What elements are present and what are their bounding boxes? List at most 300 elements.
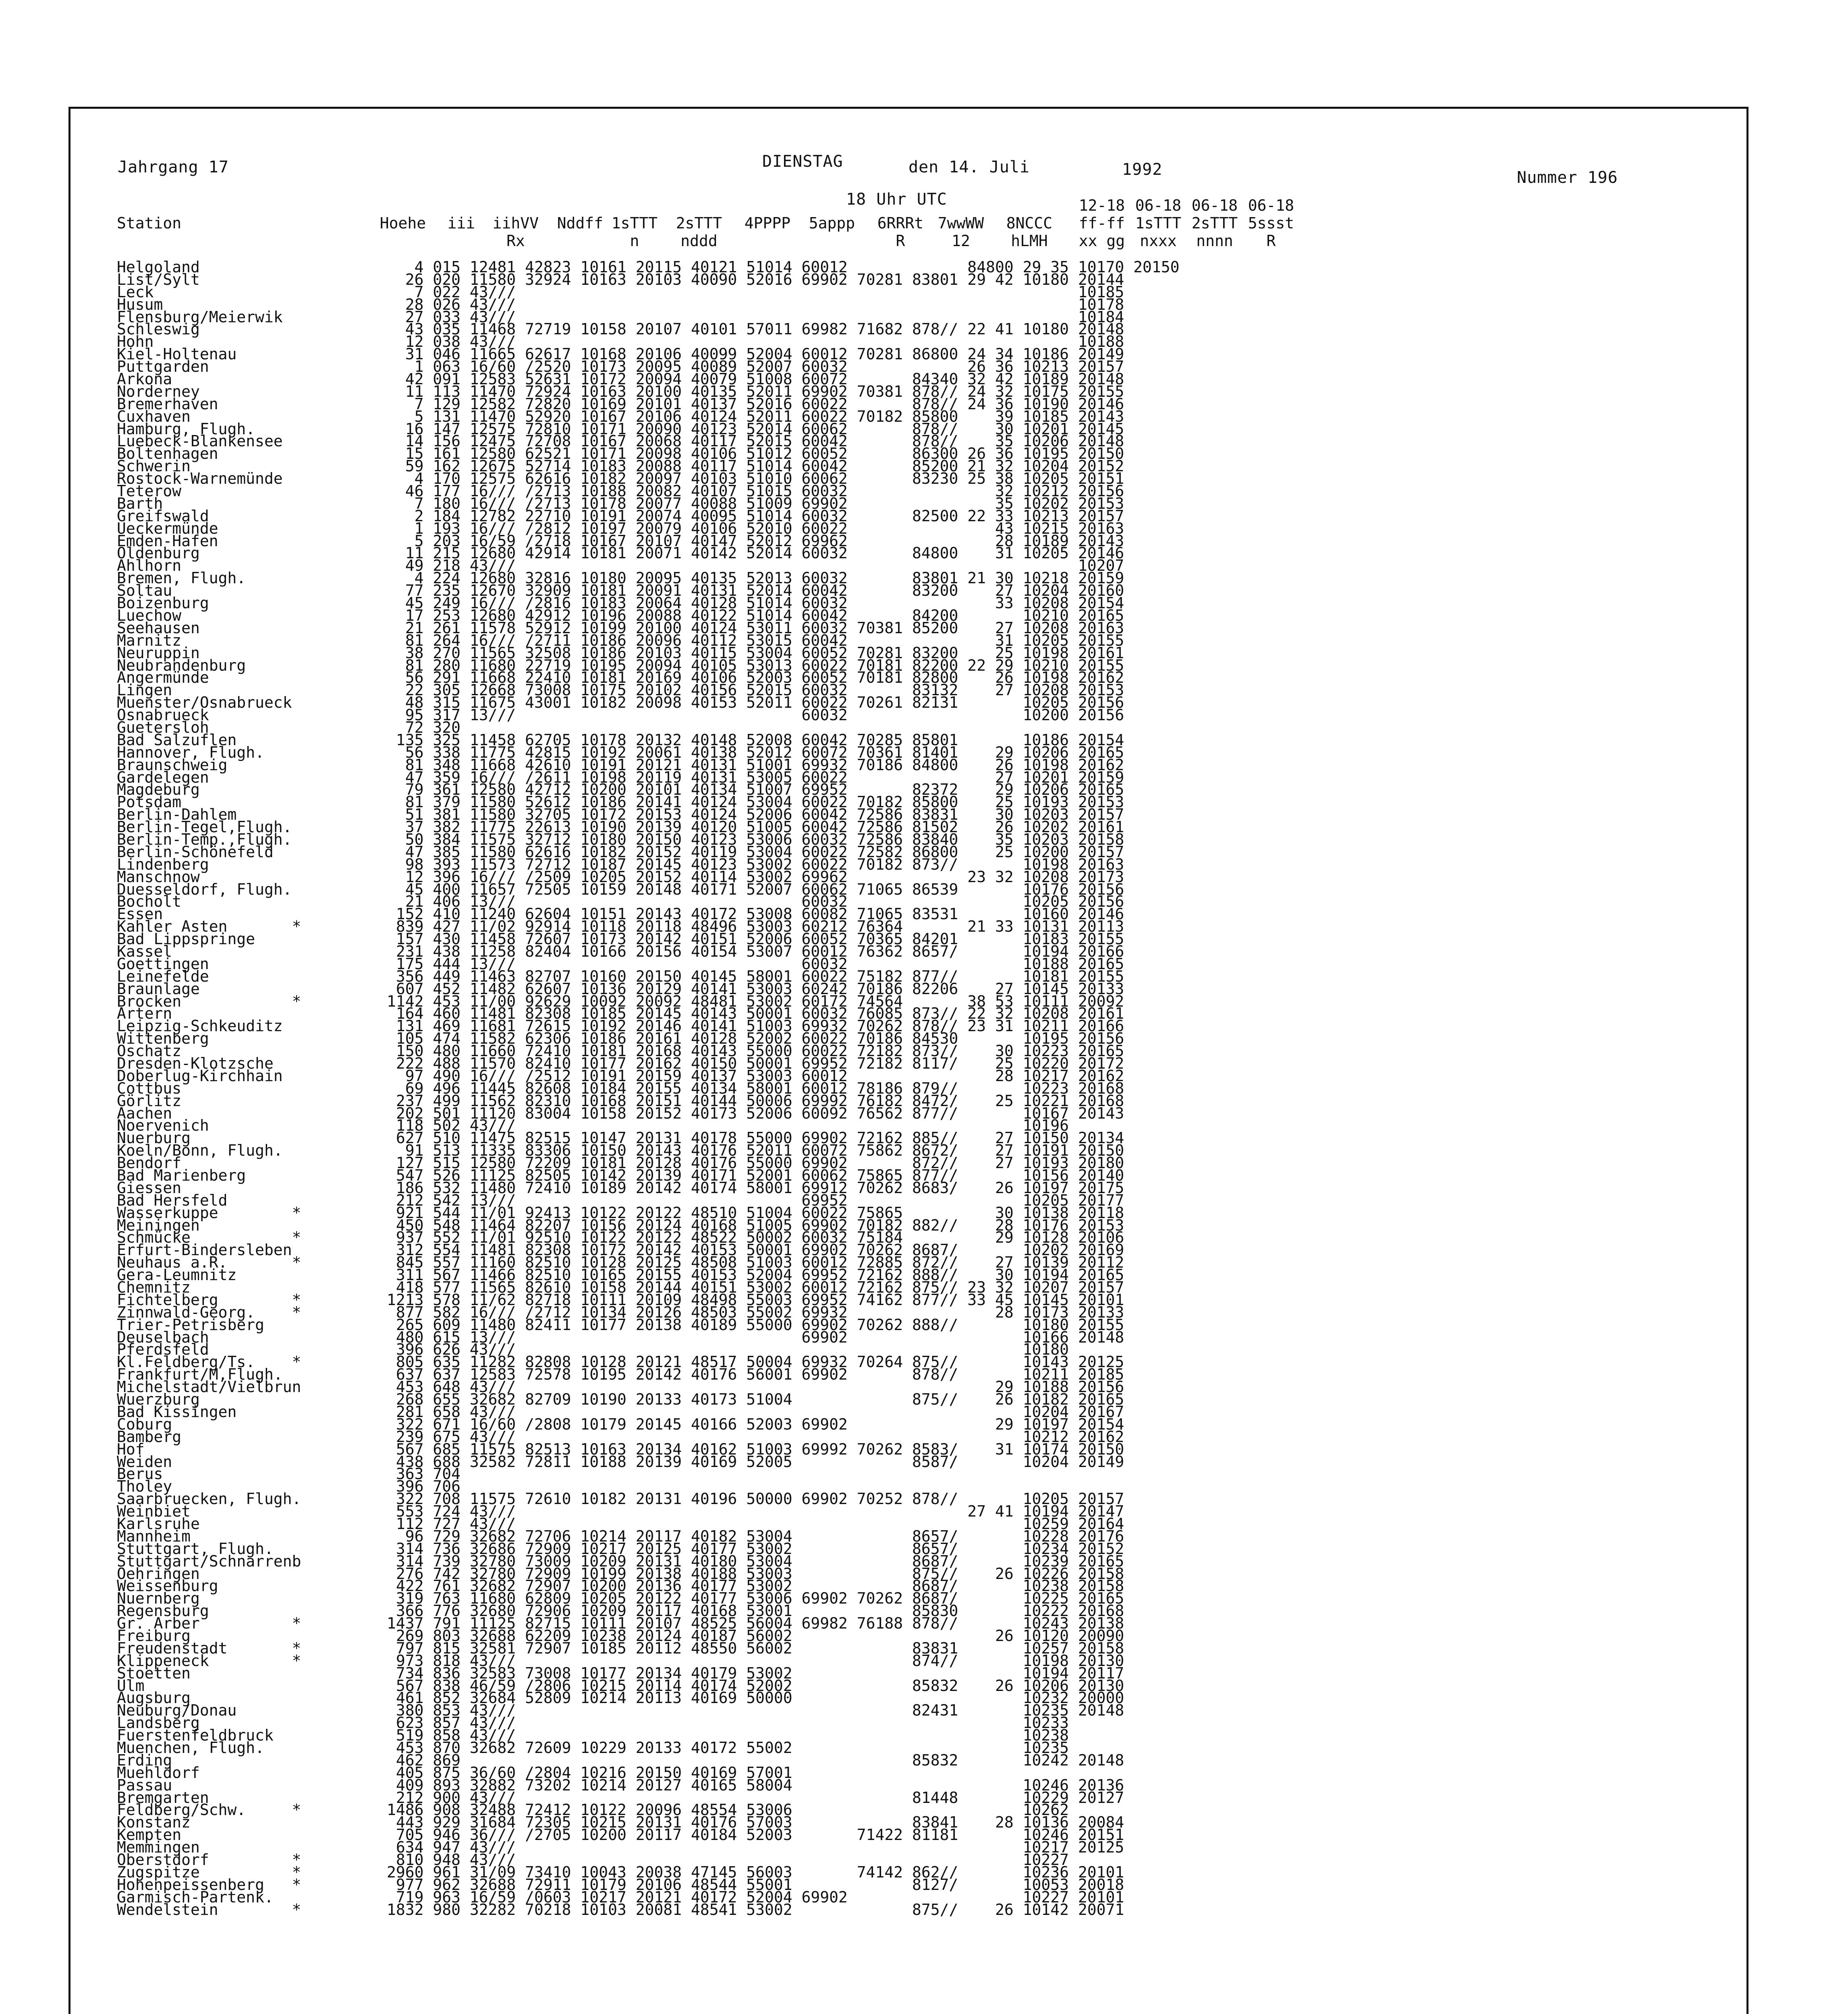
station-name: Oldenburg — [117, 544, 200, 562]
station-name: Puttgarden — [117, 358, 209, 376]
station-name: Neubrandenburg — [117, 656, 246, 674]
table-row: 22 305 12668 73008 10175 20102 40156 52015 60032 83132 27 10208 20153 — [387, 681, 1124, 699]
column-header-line — [445, 197, 477, 214]
table-row: 977 962 32688 72911 10179 20106 48544 55001 8127/ 10053 20018 — [387, 1875, 1124, 1894]
table-row: 1142 453 11/00 92629 10092 20092 48481 53002 60172 74564 38 53 10111 20092 — [387, 992, 1124, 1010]
table-row: 319 763 11680 62809 10205 20122 40177 53006 69902 70262 8687/ 10225 20165 — [387, 1589, 1124, 1608]
table-row: 186 532 11480 72410 10189 20142 40174 58001 69912 70262 8683/ 26 10197 20175 — [387, 1179, 1124, 1197]
station-name: Deuselbach — [117, 1328, 209, 1346]
column-header-line: 12 — [952, 232, 970, 250]
station-name: Artern — [117, 1005, 172, 1023]
column-header — [117, 197, 197, 250]
date-label: den 14. Juli — [908, 158, 1030, 176]
column-header-line: 8NCCC — [1006, 214, 1053, 232]
table-row: 634 947 43/// 10217 20125 — [387, 1838, 1124, 1857]
table-row: 269 803 32688 62209 10238 20124 40187 56002 26 10120 20090 — [387, 1627, 1124, 1645]
column-header-line: 4PPPP — [744, 214, 791, 232]
station-name: Neuburg/Donau — [117, 1701, 237, 1720]
column-header-line — [806, 197, 858, 214]
station-name: Konstanz — [117, 1813, 191, 1832]
table-row: 734 836 32583 73008 10177 20134 40179 53002 10194 20117 — [387, 1664, 1124, 1682]
station-name: Seehausen — [117, 619, 200, 637]
column-header-line — [874, 197, 927, 214]
table-row: 276 742 32780 72909 10199 20138 40188 53003 875// 26 10226 20158 — [387, 1564, 1124, 1583]
table-row: 164 460 11481 82308 10185 20145 40143 50001 60032 76085 873// 22 32 10208 20161 — [387, 1005, 1124, 1023]
station-name: Ueckermünde — [117, 519, 218, 537]
station-name: Karlsruhe — [117, 1515, 200, 1533]
table-row: 16 147 12575 72810 10171 20090 40123 52014 60062 878// 30 10201 20145 — [387, 420, 1124, 438]
column-header — [1076, 197, 1128, 250]
station-name: Berlin-Temp.,Flugh. — [117, 830, 292, 848]
station-name: Wasserkuppe * — [117, 1204, 301, 1222]
station-name: Kl.Feldberg/Ts. * — [117, 1353, 301, 1371]
station-name: Nuernberg — [117, 1589, 200, 1608]
table-row: 7 022 43/// 10185 — [387, 283, 1124, 301]
station-name: Kempten — [117, 1826, 182, 1844]
station-name: Stuttgart, Flugh. — [117, 1540, 274, 1558]
station-name: Giessen — [117, 1179, 182, 1197]
table-row: 135 325 11458 62705 10178 20132 40148 52008 60042 70285 85801 10186 20154 — [387, 731, 1124, 749]
table-row: 47 385 11580 62616 10182 20152 40119 53004 60022 72582 86800 25 10200 20157 — [387, 843, 1124, 861]
table-row: 118 502 43/// 10196 — [387, 1117, 1069, 1135]
column-header-line: Station — [117, 214, 182, 232]
station-name: Koeln/Bonn, Flugh. — [117, 1142, 283, 1160]
column-header-line — [379, 232, 427, 250]
station-name: Braunlage — [117, 980, 200, 998]
table-row: 462 869 85832 10242 20148 — [387, 1751, 1124, 1769]
table-row: 239 675 43/// 10212 20162 — [387, 1428, 1124, 1446]
station-name: Guetersloh — [117, 718, 209, 736]
station-name: Oehringen — [117, 1564, 200, 1583]
table-row: 322 671 16/60 /2808 10179 20145 40166 52003 69902 29 10197 20154 — [387, 1415, 1124, 1433]
table-row: 12 038 43/// 10188 — [387, 333, 1124, 351]
station-name: Klippeneck * — [117, 1651, 301, 1670]
station-name: Erding — [117, 1751, 172, 1769]
table-row: 15 161 12580 62521 10171 20098 40106 51012 60052 86300 26 36 10195 20150 — [387, 445, 1124, 463]
column-header — [445, 197, 477, 250]
column-header-line — [117, 232, 197, 250]
column-header — [741, 197, 794, 250]
station-name: Flensburg/Meierwik — [117, 308, 283, 326]
column-header-line: 6RRRt — [877, 214, 924, 232]
table-row: 356 449 11463 82707 10160 20150 40145 58001 60022 75182 877// 10181 20155 — [387, 967, 1124, 985]
table-row: 56 291 11668 22410 10181 20169 40106 52003 60052 70181 82800 26 10198 20162 — [387, 669, 1124, 687]
column-header — [1003, 197, 1056, 250]
station-list — [117, 258, 399, 1919]
column-header — [608, 197, 661, 250]
table-row: 11 215 12680 42914 10181 20071 40142 52014 60032 84800 31 10205 20146 — [387, 544, 1124, 562]
table-row: 438 688 32582 72811 10188 20139 40169 52005 8587/ 10204 20149 — [387, 1452, 1124, 1471]
station-name: Manschnow — [117, 868, 200, 886]
table-row: 4 015 12481 42823 10161 20115 40121 51014 60012 84800 29 35 10170 20150 — [387, 258, 1180, 276]
station-name: Hohenpeissenberg * — [117, 1875, 301, 1894]
table-row: 14 156 12475 72708 10167 20068 40117 52015 60042 878// 35 10206 20148 — [387, 432, 1124, 450]
station-name: Hamburg, Flugh. — [117, 420, 255, 438]
station-name: Berlin-Tegel,Flugh. — [117, 818, 292, 836]
column-header-line: iihVV — [492, 214, 539, 232]
table-row: 380 853 43/// 82431 10235 20148 — [387, 1701, 1124, 1720]
column-header — [806, 197, 858, 250]
table-row: 127 515 12580 72209 10181 20128 40176 55000 69902 872// 27 10193 20180 — [387, 1154, 1124, 1172]
station-name: Muenchen, Flugh. — [117, 1738, 265, 1757]
station-name: Freiburg — [117, 1627, 191, 1645]
column-header-line — [935, 197, 987, 214]
table-row: 547 526 11125 82505 10142 20139 40171 52001 60062 75865 877// 10156 20140 — [387, 1167, 1124, 1185]
table-row: 443 929 31684 72305 10215 20131 40176 57003 83841 28 10136 20084 — [387, 1813, 1124, 1832]
table-row: 4 170 12575 62616 10182 20097 40103 51010 60062 83230 25 38 10205 20151 — [387, 470, 1124, 488]
station-name: Cuxhaven — [117, 407, 191, 425]
table-row: 312 554 11481 82308 10172 20142 40153 50001 69902 70262 8687/ 10202 20169 — [387, 1241, 1124, 1259]
station-name: Kiel-Holtenau — [117, 345, 237, 363]
table-row: 7 129 12582 72820 10169 20101 40137 52016 60022 878// 24 36 10190 20146 — [387, 395, 1124, 413]
station-name: Weinbiet — [117, 1502, 191, 1521]
station-name: Leck — [117, 283, 154, 301]
table-row: 28 026 43/// 10178 — [387, 295, 1124, 313]
column-header-line: hLMH — [1011, 232, 1048, 250]
table-row: 797 815 32581 72907 10185 20112 48550 56002 83831 10257 20158 — [387, 1639, 1124, 1657]
station-name: Schleswig — [117, 320, 200, 338]
table-row: 5 131 11470 52920 10167 20106 40124 52011 60022 70182 85800 39 10185 20143 — [387, 407, 1124, 425]
station-name: Dresden-Klotzsche — [117, 1055, 274, 1072]
station-name: Ahlhorn — [117, 557, 182, 575]
station-name: Schwerin — [117, 457, 191, 475]
table-row: 519 858 43/// 10238 — [387, 1726, 1069, 1745]
table-row: 97 490 16/// /2512 10191 20159 40137 53003 60012 28 10217 20162 — [387, 1067, 1124, 1085]
station-name: Angermünde — [117, 669, 209, 687]
station-name: Lindenberg — [117, 855, 209, 873]
column-header-line: 1sTTT — [611, 214, 658, 232]
station-name: List/Sylt — [117, 270, 200, 288]
table-row: 98 393 11573 72712 10187 20145 40123 53002 60022 70182 873// 10198 20163 — [387, 855, 1124, 873]
table-row: 921 544 11/01 92413 10122 20122 48510 51004 60022 75865 30 10138 20118 — [387, 1204, 1124, 1222]
station-name: Barth — [117, 494, 163, 512]
column-header — [935, 197, 987, 250]
table-row: 81 379 11580 52612 10186 20141 40124 53004 60022 70182 85800 25 10193 20153 — [387, 793, 1124, 811]
table-row: 38 270 11565 32508 10186 20103 40115 53004 60052 70281 83200 25 10198 20161 — [387, 644, 1124, 662]
table-row: 937 552 11/01 92510 10122 20122 48522 50002 60032 75184 29 10128 20106 — [387, 1229, 1124, 1247]
station-name: Tholey — [117, 1477, 172, 1496]
column-header-line: 5ssst — [1248, 214, 1294, 232]
station-name: Noervenich — [117, 1117, 209, 1135]
column-header-line: 06-18 — [1248, 197, 1294, 214]
station-name: Oberstdorf * — [117, 1851, 301, 1869]
table-row: 453 870 32682 72609 10229 20133 40172 55002 10235 — [387, 1738, 1069, 1757]
column-header-line — [379, 197, 427, 214]
station-name: Frankfurt/M,Flugh. — [117, 1365, 283, 1384]
station-name: Arkona — [117, 370, 172, 388]
column-header-line — [608, 197, 661, 214]
column-header-line — [806, 232, 858, 250]
column-header — [379, 197, 427, 250]
station-name: Gera-Leumnitz — [117, 1266, 237, 1284]
table-row: 311 567 11466 82510 10165 20155 40153 52004 69952 72162 888// 30 10194 20165 — [387, 1266, 1124, 1284]
column-header-line — [554, 232, 606, 250]
station-name: Leinefelde — [117, 967, 209, 985]
column-header — [554, 197, 606, 250]
station-name: Braunschweig — [117, 756, 228, 774]
table-row: 719 963 16/59 /0603 10217 20121 40172 52004 69902 10227 20101 — [387, 1888, 1124, 1906]
table-row: 96 729 32682 72706 10214 20117 40182 53004 8657/ 10228 20176 — [387, 1527, 1124, 1545]
column-header-line: 5appp — [809, 214, 855, 232]
table-row: 810 948 43/// 10227 — [387, 1851, 1069, 1869]
station-name: Bad Lippspringe — [117, 930, 255, 948]
station-name: Neuruppin — [117, 644, 200, 662]
column-header-line — [445, 232, 477, 250]
table-row: 105 474 11582 62306 10186 20161 40128 52002 60022 70186 84530 10195 20156 — [387, 1030, 1124, 1048]
table-row: 17 253 12680 42912 10196 20088 40122 51014 60042 84200 10210 20165 — [387, 606, 1124, 624]
table-row: 363 704 — [387, 1465, 461, 1483]
table-row: 1 193 16/// /2812 10197 20079 40106 52010 60022 43 10215 20163 — [387, 519, 1124, 537]
column-header-line: R — [1266, 232, 1276, 250]
table-row: 95 317 13/// 60032 10200 20156 — [387, 706, 1124, 724]
station-name: Bremerhaven — [117, 395, 218, 413]
station-name: Berlin-Dahlem — [117, 806, 237, 824]
column-header-line: Nddff — [557, 214, 604, 232]
station-name: Erfurt-Bindersleben — [117, 1241, 292, 1259]
column-header-line: nnnn — [1196, 232, 1233, 250]
station-name: Saarbruecken, Flugh. — [117, 1490, 301, 1508]
station-name: Schmücke * — [117, 1229, 301, 1247]
station-name: Luebeck-Blankensee — [117, 432, 283, 450]
table-row: 5 203 16/59 /2718 10167 20107 40147 52012 69962 28 10189 20143 — [387, 532, 1124, 550]
table-row: 637 637 12583 72578 10195 20142 40176 56001 69902 878// 10211 20185 — [387, 1365, 1124, 1384]
column-header-line: R — [896, 232, 905, 250]
table-row: 396 706 — [387, 1477, 461, 1496]
station-name: Emden-Hafen — [117, 532, 218, 550]
table-row: 409 893 32882 73202 10214 20127 40165 58004 10246 20136 — [387, 1776, 1124, 1794]
station-name: Wendelstein * — [117, 1900, 301, 1919]
station-name: Mannheim — [117, 1527, 191, 1545]
station-name: Coburg — [117, 1415, 172, 1433]
station-name: Bamberg — [117, 1428, 182, 1446]
table-row: 91 513 11335 83306 10150 20143 40176 52011 60072 75862 8672/ 27 10191 20150 — [387, 1142, 1124, 1160]
column-header-line: 06-18 — [1191, 197, 1238, 214]
station-name: Michelstadt/Vielbrun — [117, 1378, 301, 1396]
station-name: Regensburg — [117, 1602, 209, 1620]
table-row: 1437 791 11125 82715 10111 20107 48525 56004 69982 76188 878// 10243 20138 — [387, 1614, 1124, 1633]
station-name: Wuerzburg — [117, 1390, 200, 1409]
column-header-line: 1sTTT — [1135, 214, 1182, 232]
column-header — [1188, 197, 1241, 250]
table-row: 21 406 13/// 60032 10205 20156 — [387, 893, 1124, 911]
column-header-line — [741, 232, 794, 250]
table-row: 56 338 11775 42815 10192 20061 40138 52012 60072 70361 81401 29 10206 20165 — [387, 743, 1124, 761]
station-name: Bad Salzuflen — [117, 731, 237, 749]
column-header-line: Hoehe — [380, 214, 426, 232]
table-row: 268 655 32682 82709 10190 20133 40173 51004 875// 26 10182 20165 — [387, 1390, 1124, 1409]
table-row: 45 249 16/// /2816 10183 20064 40128 51014 60032 33 10208 20154 — [387, 594, 1124, 612]
station-name: Görlitz — [117, 1092, 182, 1110]
station-name: Doberlug-Kirchhain — [117, 1067, 283, 1085]
station-name: Greifswald — [117, 507, 209, 525]
station-name: Memmingen — [117, 1838, 200, 1857]
table-row: 150 480 11660 72410 10181 20168 40143 55000 60022 72182 873// 30 10223 20165 — [387, 1042, 1124, 1060]
table-row: 480 615 13/// 69902 10166 20148 — [387, 1328, 1124, 1346]
table-row: 845 557 11160 82510 10128 20125 48508 51003 60012 72885 872// 27 10139 20112 — [387, 1254, 1124, 1272]
table-row: 1 063 16/60 /2520 10173 20095 40089 52007 60032 26 36 10213 20157 — [387, 358, 1124, 376]
station-name: Boltenhagen — [117, 445, 218, 463]
day-label: DIENSTAG — [762, 152, 843, 171]
table-row: 366 776 32680 72906 10209 20117 40168 53001 85830 10222 20168 — [387, 1602, 1124, 1620]
station-name: Bad Kissingen — [117, 1403, 237, 1421]
station-name: Teterow — [117, 482, 182, 500]
table-row: 453 648 43/// 29 10188 20156 — [387, 1378, 1124, 1396]
table-row: 281 658 43/// 10204 20167 — [387, 1403, 1124, 1421]
station-name: Garmisch-Partenk. — [117, 1888, 274, 1906]
table-row: 59 162 12675 52714 10183 20088 40117 51014 60042 85200 21 32 10204 20152 — [387, 457, 1124, 475]
column-header-line: nxxx — [1140, 232, 1177, 250]
station-name: Goettingen — [117, 955, 209, 973]
column-header-line: Rx — [506, 232, 525, 250]
station-name: Meiningen — [117, 1216, 200, 1234]
table-row: 1486 908 32488 72412 10122 20096 48554 53006 10262 — [387, 1801, 1069, 1819]
column-header-line: 06-18 — [1135, 197, 1182, 214]
station-name: Duesseldorf, Flugh. — [117, 880, 292, 898]
station-name: Wittenberg — [117, 1030, 209, 1048]
table-row: 45 400 11657 72505 10159 20148 40171 52007 60062 71065 86539 10176 20156 — [387, 880, 1124, 898]
table-row: 131 469 11681 72615 10192 20146 40141 51003 69932 70262 878// 23 31 10211 20166 — [387, 1017, 1124, 1035]
station-name: Feldberg/Schw. * — [117, 1801, 301, 1819]
station-name: Berus — [117, 1465, 163, 1483]
data-table — [387, 258, 1688, 1919]
column-header — [489, 197, 542, 250]
station-name: Trier-Petrisberg — [117, 1316, 265, 1334]
station-name: Hannover, Flugh. — [117, 743, 265, 761]
column-header — [673, 197, 725, 250]
station-name: Bremgarten — [117, 1788, 209, 1807]
station-name: Kassel — [117, 942, 172, 960]
column-header-line: n — [630, 232, 639, 250]
station-name: Bad Hersfeld — [117, 1191, 228, 1209]
station-name: Zinnwald-Georg. * — [117, 1303, 301, 1321]
station-name: Passau — [117, 1776, 172, 1794]
station-name: Muenster/Osnabrueck — [117, 694, 292, 712]
column-header-line: ff-ff — [1079, 214, 1125, 232]
station-name: Norderney — [117, 382, 200, 400]
column-header-line — [554, 197, 606, 214]
table-row: 72 320 — [387, 718, 461, 736]
table-row: 202 501 11120 83004 10158 20152 40173 52006 60092 76562 877// 10167 20143 — [387, 1104, 1124, 1122]
station-name: Bremen, Flugh. — [117, 569, 246, 587]
table-row: 553 724 43/// 27 41 10194 20147 — [387, 1502, 1124, 1521]
table-row: 322 708 11575 72610 10182 20131 40196 50000 69902 70252 878// 10205 20157 — [387, 1490, 1124, 1508]
table-row: 461 852 32684 52809 10214 20113 40169 50000 10232 20000 — [387, 1689, 1124, 1707]
station-name: Weiden — [117, 1452, 172, 1471]
station-name: Bad Marienberg — [117, 1167, 246, 1185]
table-row: 43 035 11468 72719 10158 20107 40101 57011 69982 71682 878// 22 41 10180 20148 — [387, 320, 1124, 338]
column-header-line: xx gg — [1079, 232, 1125, 250]
table-row: 21 261 11578 52912 10199 20100 40124 53011 60032 70381 85200 27 10208 20163 — [387, 619, 1124, 637]
table-row: 48 315 11675 43001 10182 20098 40153 52011 60022 70261 82131 10205 20156 — [387, 694, 1124, 712]
station-name: Bendorf — [117, 1154, 182, 1172]
table-row: 11 113 11470 72924 10163 20100 40135 52011 69902 70381 878// 24 32 10175 20155 — [387, 382, 1124, 400]
table-row: 607 452 11482 62607 10136 20129 40141 53003 60242 70186 82206 27 10145 20133 — [387, 980, 1124, 998]
table-row: 81 348 11668 42610 10191 20121 40131 51001 69932 70186 84800 26 10198 20162 — [387, 756, 1124, 774]
year-label: 1992 — [1122, 160, 1163, 179]
station-name: Bocholt — [117, 893, 182, 911]
table-row: 422 761 32682 72907 10200 20136 40177 53002 8687/ 10238 20158 — [387, 1577, 1124, 1595]
station-name: Stoetten — [117, 1664, 191, 1682]
station-name: Soltau — [117, 582, 172, 600]
station-name: Luechow — [117, 606, 182, 624]
table-row: 4 224 12680 32816 10180 20095 40135 52013 60032 83801 21 30 10218 20159 — [387, 569, 1124, 587]
column-header-line: 12-18 — [1079, 197, 1125, 214]
table-row: 567 838 46/59 /2806 10215 20114 40174 52002 85832 26 10206 20130 — [387, 1676, 1124, 1695]
station-name: Oschatz — [117, 1042, 182, 1060]
station-name: Ulm — [117, 1676, 145, 1695]
table-row: 450 548 11464 82207 10156 20124 40168 51005 69902 70182 882// 28 10176 20153 — [387, 1216, 1124, 1234]
column-header-line — [489, 197, 542, 214]
column-header — [874, 197, 927, 250]
station-name: Cottbus — [117, 1079, 182, 1097]
table-row: 69 496 11445 82608 10184 20155 40134 58001 60012 78186 879// 10223 20168 — [387, 1079, 1124, 1097]
column-header-line: 7wwWW — [937, 214, 984, 232]
station-name: Hof — [117, 1440, 145, 1458]
station-name: Fichtelberg * — [117, 1291, 301, 1309]
table-row: 2960 961 31/09 73410 10043 20038 47145 56003 74142 862// 10236 20101 — [387, 1863, 1124, 1881]
table-row: 877 582 16/// /2712 10134 20126 48503 55002 69932 28 10173 20133 — [387, 1303, 1124, 1321]
table-row: 705 946 36/// /2705 10200 20117 40184 52003 71422 81181 10246 20151 — [387, 1826, 1124, 1844]
table-row: 212 542 13/// 69952 10205 20177 — [387, 1191, 1124, 1209]
table-row: 46 177 16/// /2713 10188 20082 40107 51015 60032 32 10212 20156 — [387, 482, 1124, 500]
station-name: Fuerstenfeldbruck — [117, 1726, 274, 1745]
table-row: 42 091 12583 52631 10172 20094 40079 51008 60072 84340 32 42 10189 20148 — [387, 370, 1124, 388]
table-row: 77 235 12670 32909 10181 20091 40131 52014 60042 83200 27 10204 20160 — [387, 582, 1124, 600]
column-header-line — [1003, 197, 1056, 214]
table-row: 7 180 16/// /2713 10178 20077 40088 51009 69902 35 10202 20153 — [387, 494, 1124, 512]
table-row: 12 396 16/// /2509 10205 20152 40114 53002 69962 23 32 10208 20173 — [387, 868, 1124, 886]
table-row: 27 033 43/// 10184 — [387, 308, 1124, 326]
station-name: Essen — [117, 905, 163, 923]
station-name: Potsdam — [117, 793, 182, 811]
station-name: Lingen — [117, 681, 172, 699]
station-name: Leipzig-Schkeuditz — [117, 1017, 283, 1035]
table-row: 50 384 11575 32712 10180 20150 40123 53006 60032 72586 83840 35 10203 20158 — [387, 830, 1124, 848]
station-name: Muehldorf — [117, 1763, 200, 1782]
station-name: Magdeburg — [117, 781, 200, 799]
column-header-line — [673, 197, 725, 214]
column-header — [1132, 197, 1184, 250]
table-row: 31 046 11665 62617 10168 20106 40099 52004 60012 70281 86800 24 34 10186 20149 — [387, 345, 1124, 363]
observation-time: 18 Uhr UTC — [846, 190, 947, 209]
column-header — [1245, 197, 1297, 250]
table-row: 314 739 32780 73009 10209 20131 40180 53004 8687/ 10239 20165 — [387, 1552, 1124, 1570]
table-row: 265 609 11480 82411 10177 20138 40189 55000 69902 70262 888// 10180 20155 — [387, 1316, 1124, 1334]
station-name: Neuhaus a.R. * — [117, 1254, 301, 1272]
station-name: Osnabrueck — [117, 706, 209, 724]
column-header-line: 2sTTT — [1191, 214, 1238, 232]
station-name: Weissenburg — [117, 1577, 218, 1595]
column-header-line: 2sTTT — [676, 214, 722, 232]
table-row: 627 510 11475 82515 10147 20131 40178 55000 69902 72162 885// 27 10150 20134 — [387, 1129, 1124, 1147]
station-name: Husum — [117, 295, 163, 313]
jahrgang-label: Jahrgang 17 — [118, 158, 229, 176]
station-name: Landsberg — [117, 1714, 200, 1732]
table-row: 26 020 11580 32924 10163 20103 40090 52016 69902 70281 83801 29 42 10180 20144 — [387, 270, 1124, 288]
table-row: 2 184 12782 22710 10191 20074 40095 51014 60032 82500 22 33 10213 20157 — [387, 507, 1124, 525]
station-name: Boizenburg — [117, 594, 209, 612]
table-row: 231 438 11258 82404 10166 20156 40154 53007 60012 76362 8657/ 10194 20166 — [387, 942, 1124, 960]
station-name: Rostock-Warnemünde — [117, 470, 283, 488]
table-row: 49 218 43/// 10207 — [387, 557, 1124, 575]
table-row: 37 382 11775 22613 10190 20139 40120 51005 60042 72586 81502 26 10202 20161 — [387, 818, 1124, 836]
station-name: Freudenstadt * — [117, 1639, 301, 1657]
station-name: Zugspitze * — [117, 1863, 301, 1881]
table-row: 839 427 11/02 92914 10118 20118 48496 53003 60212 76364 21 33 10131 20113 — [387, 918, 1124, 936]
table-row: 47 359 16/// /2611 10198 20119 40131 53005 60022 27 10201 20159 — [387, 768, 1124, 786]
table-row: 81 280 11680 22719 10195 20094 40105 53013 60022 70181 82200 22 29 10210 20155 — [387, 656, 1124, 674]
station-name: Hohn — [117, 333, 154, 351]
